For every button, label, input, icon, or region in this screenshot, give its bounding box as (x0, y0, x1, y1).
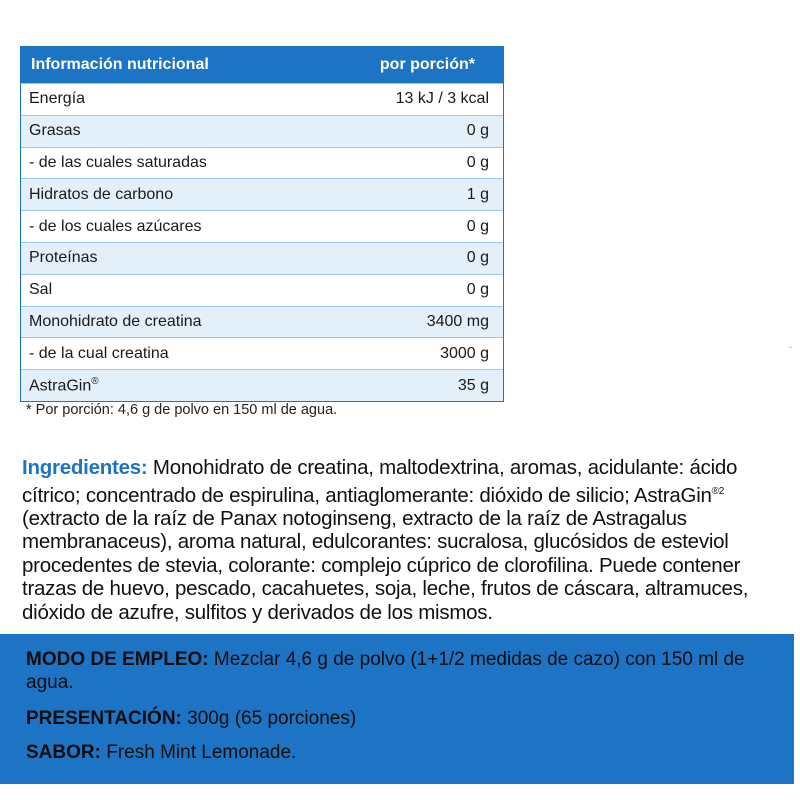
usage-text: Mezclar 4,6 g de polvo (1+1/2 medidas de cazo) con 150 ml de agua. (26, 649, 745, 693)
row-label: - de la cual creatina (29, 344, 169, 362)
nutrition-row (21, 369, 503, 401)
header-label: Información nutricional (31, 56, 209, 73)
row-value: 0 g (466, 249, 489, 267)
usage-panel (0, 634, 794, 784)
usage-paragraph (26, 648, 786, 694)
row-label: Sal (29, 281, 53, 299)
nutrition-footnote: * Por porción: 4,6 g de polvo en 150 ml de agua. (26, 402, 338, 418)
ingredients-sup: ®2 (711, 485, 725, 497)
nutrition-table (20, 46, 504, 402)
presentation-label: PRESENTACIÓN: (26, 708, 182, 729)
row-value: 35 g (457, 376, 489, 394)
presentation-paragraph (26, 707, 356, 730)
row-value: 3400 mg (426, 312, 489, 330)
nutrition-row (21, 274, 503, 306)
row-label: Monohidrato de creatina (29, 312, 202, 330)
nutrition-row (21, 337, 503, 369)
presentation-text: 300g (65 porciones) (181, 708, 357, 729)
row-label (29, 376, 329, 395)
row-label-text: AstraGin (29, 377, 92, 395)
row-label: Energía (29, 90, 86, 108)
edge-mark: - (789, 342, 792, 352)
row-value: 3000 g (440, 344, 489, 362)
row-label: - de los cuales azúcares (29, 217, 202, 235)
row-value: 1 g (466, 185, 489, 203)
row-value: 13 kJ / 3 kcal (395, 90, 489, 108)
row-label: Proteínas (29, 249, 98, 267)
flavor-label: SABOR: (26, 742, 101, 763)
flavor-paragraph (26, 741, 296, 764)
row-label: - de las cuales saturadas (29, 153, 207, 171)
nutrition-row (21, 306, 503, 338)
row-label: Hidratos de carbono (29, 185, 174, 203)
ingredients-label: Ingredientes: (22, 456, 148, 479)
row-value: 0 g (466, 217, 489, 235)
flavor-text: Fresh Mint Lemonade. (100, 742, 297, 763)
row-value: 0 g (466, 122, 489, 140)
nutrition-row (21, 147, 503, 179)
row-label: Grasas (29, 122, 81, 140)
nutrition-row (21, 242, 503, 274)
ingredients-text-1: Monohidrato de creatina, maltodextrina, aromas, acidulante: ácido cítrico; concentrado de espirulina, antiaglomerante: dióxido de silicio; AstraGin (22, 456, 738, 507)
nutrition-row (21, 83, 503, 115)
registered-mark: ® (91, 375, 99, 387)
nutrition-row (21, 115, 503, 147)
nutrition-table-header (21, 47, 503, 83)
row-value: 0 g (466, 281, 489, 299)
row-value: 0 g (466, 153, 489, 171)
usage-label: MODO DE EMPLEO: (26, 649, 209, 670)
nutrition-row (21, 178, 503, 210)
nutrition-row (21, 210, 503, 242)
ingredients-paragraph (22, 456, 784, 624)
ingredients-text-2: (extracto de la raíz de Panax notoginseng, extracto de la raíz de Astragalus membranaceus), aroma natural, edulcorantes: sucralosa, glucósidos de esteviol procedentes de stevia, colorante: complejo cúprico de clorofilina. Puede contener trazas de huevo, pescado, cacahuetes, soja, leche, frutos de cáscara, altramuces, dióxido de azufre, sulfitos y derivados de los mismos. (22, 506, 749, 624)
header-value: por porción* (379, 56, 475, 73)
